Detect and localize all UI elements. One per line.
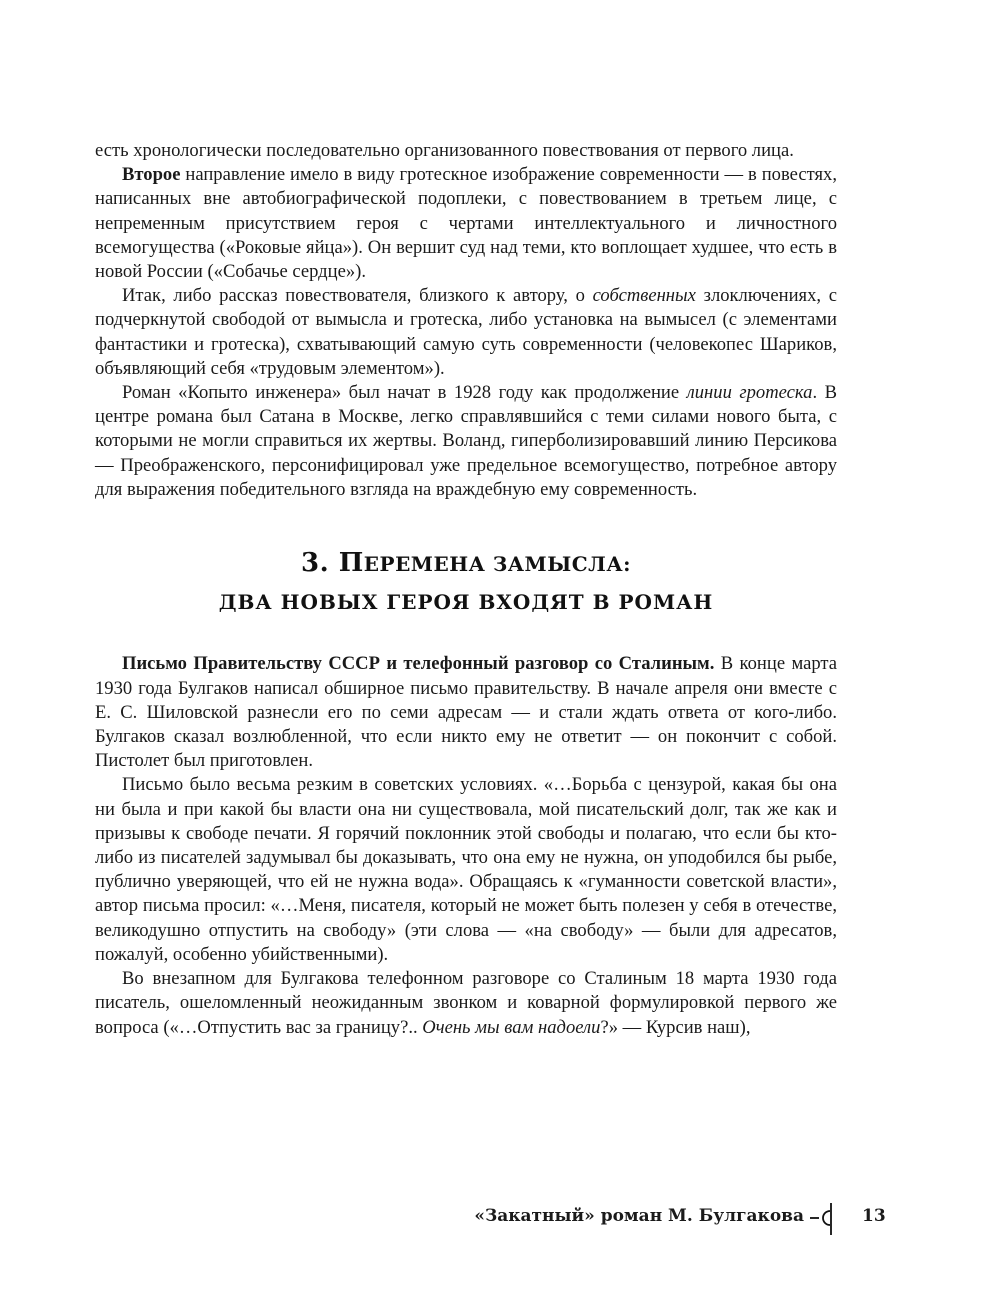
section-title-rest: ЕРЕМЕНА ЗАМЫСЛА:	[363, 552, 631, 577]
text-run: направление имело в виду гротескное изображение современности — в повестях, написанных вне автобиографической подоплеки, с повествованием в третьем лице, с непременным присутствием героя с чертами интеллектуального и личностного всемогущества («Роковые яйца»). Он вершит суд над теми, кто воплощает худшее, что есть в новой России («Собачье сердце»).	[95, 164, 837, 283]
italic-text: Очень мы вам надоели	[422, 1016, 601, 1038]
section-title-initial: П	[338, 548, 364, 579]
paragraph	[95, 652, 837, 773]
running-title: «Закатный» роман М. Булгакова	[474, 1206, 804, 1226]
text-run: Письмо было весьма резким в советских условиях. «…Борьба с цензурой, какая бы она ни была и при какой бы власти она ни существовала, мой писательский долг, так же как и призывы к свободе печати. Я горячий поклонник этой свободы и полагаю, что если бы кто-либо из писателей задумывал бы доказывать, что она ему не нужна, он уподобился бы рыбе, публично уверяющей, что ей не нужна вода». Обращаясь к «гуманности советской власти», автор письма просил: «…Меня, писателя, который не может быть полезен у себя в отечестве, великодушно отпустить на свободу» (эти слова — «на свободу» — были для адресатов, пожалуй, особенно убийственными).	[95, 774, 837, 965]
text-run: Итак, либо рассказ повествователя, близкого к автору, о	[122, 285, 593, 307]
text-run: есть хронологически последовательно организованного повествования от первого лица.	[95, 140, 794, 161]
text-run: Роман «Копыто инженера» был начат в 1928 году как продолжение	[122, 382, 687, 404]
section-subtitle: ДВА НОВЫХ ГЕРОЯ ВХОДЯТ В РОМАН	[218, 590, 714, 615]
paragraph	[95, 284, 837, 381]
paragraphs-bottom	[95, 652, 837, 1039]
italic-text: собственных	[592, 285, 696, 307]
paragraph	[95, 773, 837, 967]
italic-text: линии гротеска	[686, 382, 813, 404]
text-run: . В центре романа был Сатана в Москве, легко справлявшийся с теми силами нового быта, с которыми не могли справиться их жертвы. Воланд, гиперболизировавший линию Персикова — Преображенского, персонифицировал уже предельное всемогущество, потребное автору для выражения победительного взгляда на враждебную ему современность.	[95, 382, 837, 500]
paragraph	[95, 139, 837, 163]
page-number: 13	[862, 1206, 886, 1226]
bold-text: Второе	[122, 164, 181, 186]
paragraph	[95, 163, 837, 284]
bold-text: Письмо Правительству СССР и телефонный разговор со Сталиным.	[122, 653, 715, 675]
paragraph	[95, 967, 837, 1040]
section-heading	[95, 548, 837, 579]
paragraphs-top	[95, 139, 837, 502]
text-run: злоключениях, с подчеркнутой свободой от вымысла и гротеска, либо установка на вымысел (с элементами фантастики и гротеска), схватывающий самую суть современности (человекопес Шариков, объявляющий себя «трудовым элементом»).	[95, 285, 837, 379]
paragraph	[95, 381, 837, 502]
text-run: Во внезапном для Булгакова телефонном разговоре со Сталиным 18 марта 1930 года писатель, ошеломленный неожиданным звонком и коварной формулировкой первого же вопроса («…Отпустить вас за границу?..	[95, 968, 837, 1038]
section-number: 3.	[301, 548, 330, 579]
page-footer	[0, 1202, 1000, 1242]
text-run: В конце марта 1930 года Булгаков написал обширное письмо правительству. В начале апреля они вместе с Е. С. Шиловской разнесли его по семи адресам — и стали ждать ответа от кого-либо. Булгаков сказал возлюбленной, что если никто ему не ответит — он покончит с собой. Пистолет был приготовлен.	[95, 653, 838, 772]
page-body	[95, 139, 837, 1040]
text-run: ?» — Курсив наш),	[600, 1016, 751, 1038]
bracket-ornament-icon	[810, 1202, 838, 1236]
